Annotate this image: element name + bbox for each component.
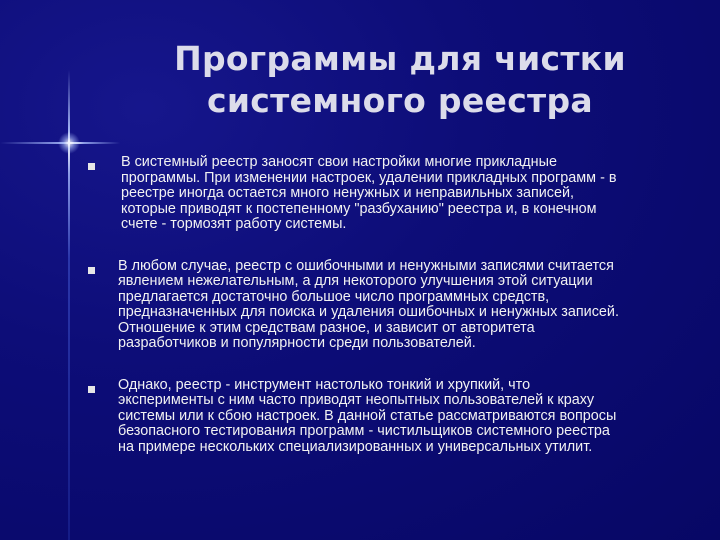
sparkle-star-icon: [58, 132, 80, 154]
bullet-item: [88, 259, 688, 352]
bullet-item: [88, 155, 688, 233]
bullet-text: В системный реестр заносят свои настройки многие прикладные программы. При изменении настроек, удалении прикладных программ - в реестре иногда остается много ненужных и неправильных записей, которые приводят к постепенному "разбуханию" реестра и, в конечном счете - тормозят работу системы.: [121, 154, 617, 232]
slide-title: [120, 38, 680, 122]
square-bullet-icon: [88, 163, 95, 170]
slide-title-line-1: Программы для чистки: [174, 39, 626, 78]
bullet-item: [88, 378, 688, 456]
slide-title-line-2: системного реестра: [207, 81, 593, 120]
bullet-text: В любом случае, реестр с ошибочными и ненужными записями считается явлением нежелательным, а для некоторого улучшения этой ситуации предлагается достаточно большое число программных средств, предназначенных для поиска и удаления ошибочных и ненужных записей. Отношение к этим средствам разное, и зависит от авторитета разработчиков и популярности среди пользователей.: [118, 257, 619, 351]
bullet-list: [88, 155, 688, 481]
square-bullet-icon: [88, 267, 95, 274]
bullet-text: Однако, реестр - инструмент настолько тонкий и хрупкий, что эксперименты с ним часто приводят неопытных пользователей к краху системы или к сбою настроек. В данной статье рассматриваются вопросы безопасного тестирования программ - чистильщиков системного реестра на примере нескольких специализированных и универсальных утилит.: [118, 376, 617, 455]
square-bullet-icon: [88, 386, 95, 393]
